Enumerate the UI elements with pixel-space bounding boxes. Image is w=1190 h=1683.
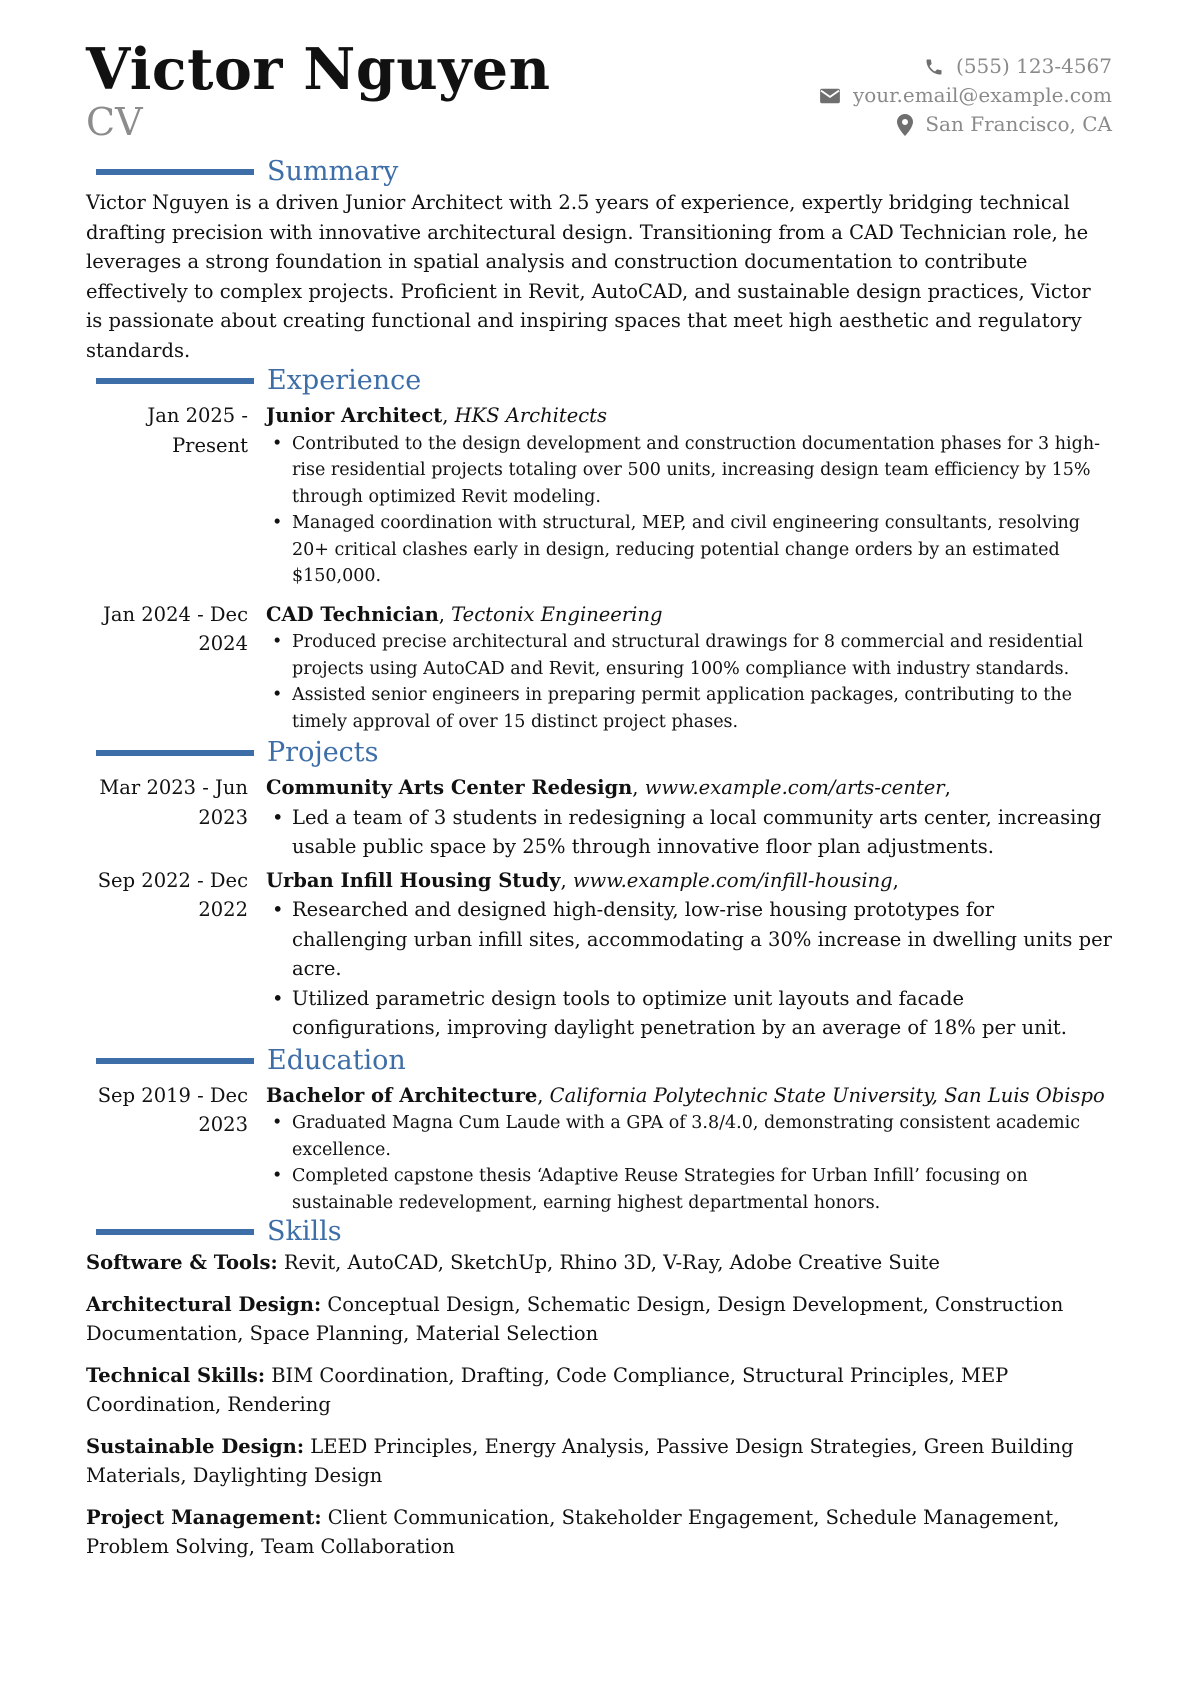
employer: HKS Architects	[454, 404, 608, 427]
phone-icon	[924, 57, 944, 77]
section-rule	[96, 169, 254, 175]
envelope-icon	[819, 87, 841, 105]
entry-body	[266, 401, 1112, 590]
job-title: Junior Architect	[266, 404, 443, 427]
skill-values: Conceptual Design, Schematic Design, Design Development, Construction Documentation, Space Planning, Material Selection	[86, 1292, 1064, 1345]
skill-row	[86, 1503, 1112, 1562]
bullet-item: • Utilized parametric design tools to optimize unit layouts and facade configurations, improving daylight penetration by an average of 18% per unit.	[266, 984, 1112, 1043]
skills-heading	[86, 1216, 1112, 1248]
section-rule	[96, 1229, 254, 1235]
job-title: CAD Technician	[266, 602, 439, 626]
map-marker-icon	[897, 114, 913, 136]
bullet-item: • Contributed to the design development and construction documentation phases for 3 high-rise residential projects totaling over 500 units, increasing design team efficiency by 15% through optimized Revit modeling.	[266, 431, 1112, 511]
resume-page	[86, 38, 1112, 1574]
entry-heading: CAD Technician, Tectonix Engineering	[266, 602, 663, 626]
skill-row	[86, 1248, 1112, 1278]
entry-heading: Bachelor of Architecture, California Polytechnic State University, San Luis Obispo	[266, 1083, 1105, 1107]
section-title: Education	[267, 1044, 406, 1076]
project-entry	[86, 773, 1112, 862]
document-subtitle: CV	[86, 100, 143, 144]
bullet-list	[266, 629, 1112, 735]
skills-list	[86, 1248, 1112, 1562]
skill-row	[86, 1290, 1112, 1349]
contact-phone[interactable]	[819, 52, 1112, 81]
entry-date: Jan 2024 - Dec 2024	[103, 602, 248, 655]
project-name: Community Arts Center Redesign	[266, 776, 633, 799]
section-rule	[96, 378, 254, 384]
employer: Tectonix Engineering	[451, 602, 663, 626]
bullet-list	[266, 895, 1112, 1043]
location-text: San Francisco, CA	[925, 112, 1112, 136]
experience-entry	[86, 600, 1112, 736]
section-rule	[96, 750, 254, 756]
skill-row	[86, 1432, 1112, 1491]
section-rule	[96, 1058, 254, 1064]
entry-date: Sep 2019 - Dec 2023	[97, 1083, 248, 1136]
skill-category: Architectural Design:	[86, 1292, 322, 1316]
entry-body	[266, 866, 1112, 1043]
resume-header	[86, 38, 1112, 156]
bullet-list	[266, 1110, 1112, 1216]
skill-category: Sustainable Design:	[86, 1434, 305, 1458]
skill-values: BIM Coordination, Drafting, Code Compliance, Structural Principles, MEP Coordination, Rendering	[86, 1363, 1009, 1416]
experience-heading	[86, 365, 1112, 397]
entry-date: Jan 2025 - Present	[147, 404, 248, 457]
bullet-item: • Produced precise architectural and structural drawings for 8 commercial and residential projects using AutoCAD and Revit, ensuring 100% compliance with industry standards.	[266, 629, 1112, 682]
summary-heading	[86, 156, 1112, 188]
candidate-name: Victor Nguyen	[86, 36, 551, 103]
contact-email[interactable]	[819, 81, 1112, 110]
bullet-item: • Graduated Magna Cum Laude with a GPA of 3.8/4.0, demonstrating consistent academic excellence.	[266, 1110, 1112, 1163]
bullet-item: • Managed coordination with structural, MEP, and civil engineering consultants, resolving 20+ critical clashes early in design, reducing potential change orders by an estimated $150,000.	[266, 510, 1112, 590]
contact-location	[819, 110, 1112, 139]
education-heading	[86, 1045, 1112, 1077]
degree: Bachelor of Architecture	[266, 1083, 538, 1107]
skill-category: Software & Tools:	[86, 1251, 278, 1274]
skill-values: Client Communication, Stakeholder Engagement, Schedule Management, Problem Solving, Team Collaboration	[86, 1505, 1060, 1558]
education-entry	[86, 1081, 1112, 1217]
project-name: Urban Infill Housing Study	[266, 868, 561, 892]
project-link[interactable]: www.example.com/infill-housing	[572, 868, 893, 892]
email-address: your.email@example.com	[852, 83, 1112, 107]
skill-category: Technical Skills:	[86, 1363, 266, 1387]
experience-entry	[86, 401, 1112, 590]
bullet-item: • Completed capstone thesis ‘Adaptive Reuse Strategies for Urban Infill’ focusing on sustainable redevelopment, earning highest departmental honors.	[266, 1163, 1112, 1216]
project-link[interactable]: www.example.com/arts-center	[644, 776, 945, 799]
summary-text: Victor Nguyen is a driven Junior Architect with 2.5 years of experience, expertly bridging technical drafting precision with innovative architectural design. Transitioning from a CAD Technician role, he leverages a strong foundation in spatial analysis and construction documentation to contribute effectively to complex projects. Proficient in Revit, AutoCAD, and sustainable design practices, Victor is passionate about creating functional and inspiring spaces that meet high aesthetic and regulatory standards.	[86, 191, 1091, 362]
project-entry	[86, 866, 1112, 1043]
entry-date: Mar 2023 - Jun 2023	[99, 776, 248, 829]
skill-values: LEED Principles, Energy Analysis, Passive Design Strategies, Green Building Materials, Daylighting Design	[86, 1434, 1074, 1487]
bullet-list	[266, 431, 1112, 590]
entry-body	[266, 773, 1112, 862]
section-title: Summary	[267, 156, 399, 187]
skill-row	[86, 1361, 1112, 1420]
entry-date: Sep 2022 - Dec 2022	[97, 868, 248, 921]
school: California Polytechnic State University, San Luis Obispo	[549, 1083, 1105, 1107]
bullet-item: • Researched and designed high-density, low-rise housing prototypes for challenging urban infill sites, accommodating a 30% increase in dwelling units per acre.	[266, 895, 1112, 984]
entry-body	[266, 600, 1112, 736]
skill-category: Project Management:	[86, 1505, 322, 1529]
entry-heading: Urban Infill Housing Study, www.example.com/infill-housing,	[266, 868, 899, 892]
contact-block	[819, 52, 1112, 139]
entry-heading: Community Arts Center Redesign, www.example.com/arts-center,	[266, 776, 951, 799]
entry-heading: Junior Architect, HKS Architects	[266, 404, 608, 427]
projects-heading	[86, 737, 1112, 769]
section-title: Experience	[267, 365, 422, 396]
phone-number: (555) 123-4567	[956, 54, 1112, 78]
entry-body	[266, 1081, 1112, 1217]
section-title: Skills	[267, 1216, 342, 1247]
skill-values: Revit, AutoCAD, SketchUp, Rhino 3D, V-Ray, Adobe Creative Suite	[283, 1251, 940, 1274]
section-title: Projects	[267, 737, 379, 768]
bullet-item: • Assisted senior engineers in preparing permit application packages, contributing to the timely approval of over 15 distinct project phases.	[266, 682, 1112, 735]
bullet-item: • Led a team of 3 students in redesigning a local community arts center, increasing usable public space by 25% through innovative floor plan adjustments.	[266, 803, 1112, 862]
bullet-list	[266, 803, 1112, 862]
